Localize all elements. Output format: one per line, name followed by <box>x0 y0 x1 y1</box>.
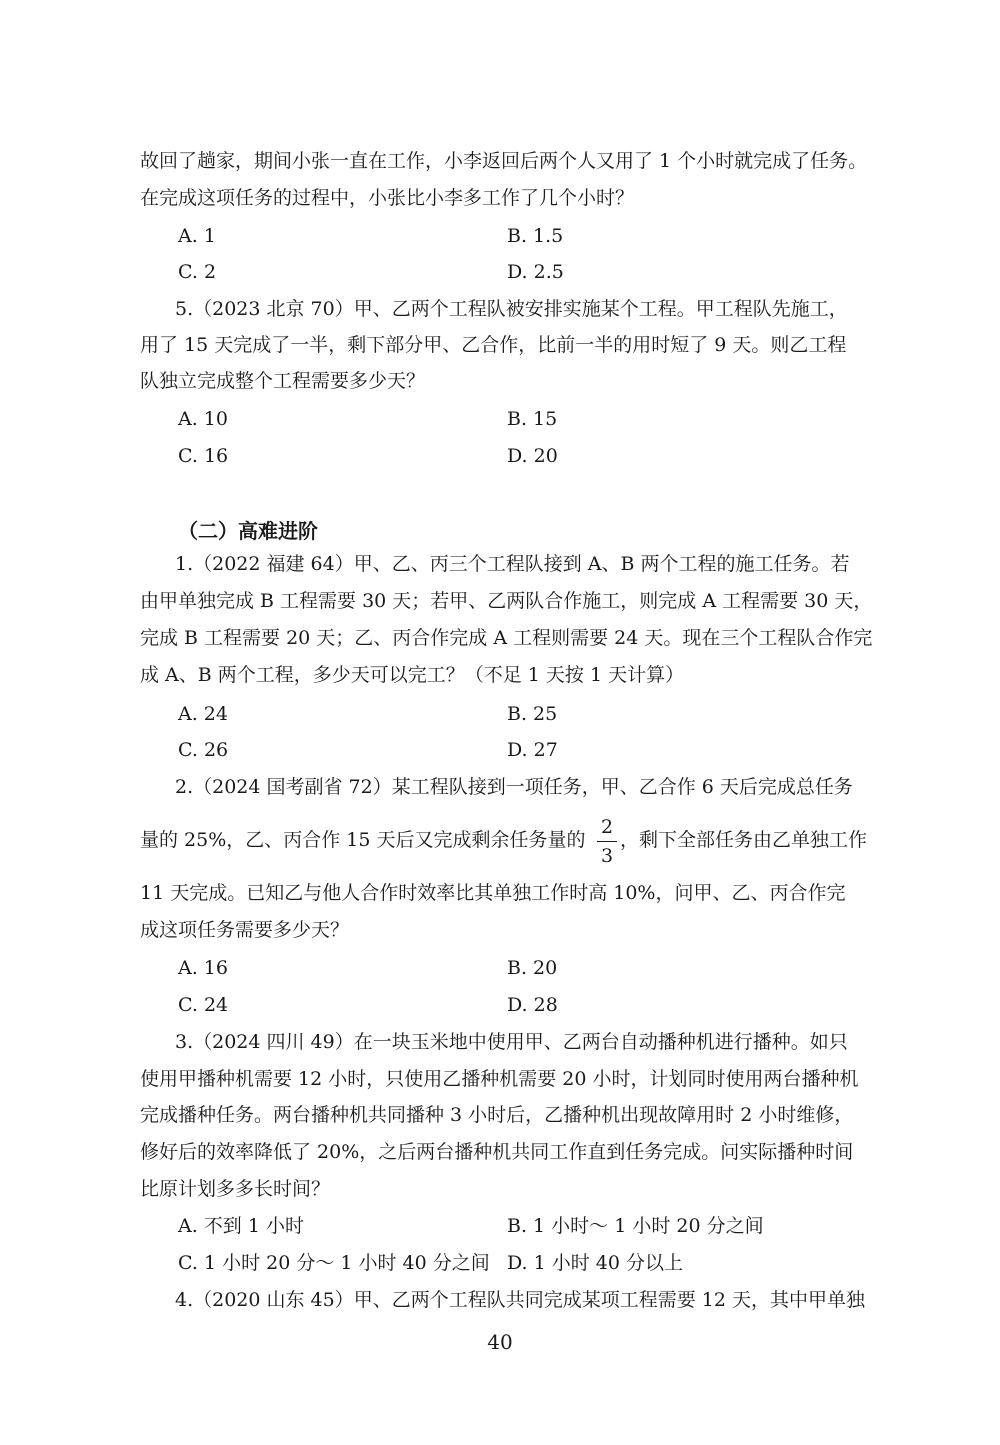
option-b: B. 1.5 <box>507 225 564 247</box>
question-text-line: 在完成这项任务的过程中，小张比小李多工作了几个小时？ <box>140 187 635 209</box>
fraction-bar <box>597 841 617 842</box>
fraction-numerator: 2 <box>600 816 614 838</box>
option-b: B. 1 小时～ 1 小时 20 分之间 <box>507 1215 764 1237</box>
option-d: D. 28 <box>507 994 558 1016</box>
section-heading: （二）高难进阶 <box>178 519 318 543</box>
question-text-line: 4.（2020 山东 45）甲、乙两个工程队共同完成某项工程需要 12 天，其中甲单独 <box>175 1289 865 1311</box>
fraction <box>597 818 617 866</box>
question-text-line: 成这项任务需要多少天？ <box>140 919 350 941</box>
option-a: A. 24 <box>178 703 228 725</box>
option-c: C. 24 <box>178 994 229 1016</box>
option-b: B. 25 <box>507 703 558 725</box>
question-text-line: 3.（2024 四川 49）在一块玉米地中使用甲、乙两台自动播种机进行播种。如只 <box>175 1031 848 1053</box>
question-text-line: ，剩下全部任务由乙单独工作 <box>620 829 868 851</box>
question-text-line: 5.（2023 北京 70）甲、乙两个工程队被安排实施某个工程。甲工程队先施工， <box>175 298 848 320</box>
option-c: C. 26 <box>178 739 229 761</box>
question-text-line: 修好后的效率降低了 20%，之后两台播种机共同工作直到任务完成。问实际播种时间 <box>140 1141 854 1163</box>
option-b: B. 20 <box>507 957 558 979</box>
option-d: D. 27 <box>507 739 558 761</box>
option-d: D. 1 小时 40 分以上 <box>507 1252 684 1274</box>
question-text-line: 用了 15 天完成了一半，剩下部分甲、乙合作，比前一半的用时短了 9 天。则乙工程 <box>140 334 847 356</box>
fraction-denominator: 3 <box>600 845 614 867</box>
option-c: C. 2 <box>178 261 217 283</box>
question-text-line: 故回了趟家，期间小张一直在工作，小李返回后两个人又用了 1 个小时就完成了任务。 <box>140 150 868 172</box>
question-text-line: 11 天完成。已知乙与他人合作时效率比其单独工作时高 10%，问甲、乙、丙合作完 <box>140 882 846 904</box>
question-text-line: 比原计划多多长时间？ <box>140 1178 331 1200</box>
question-text-line: 完成播种任务。两台播种机共同播种 3 小时后，乙播种机出现故障用时 2 小时维修， <box>140 1104 854 1126</box>
option-c: C. 1 小时 20 分～ 1 小时 40 分之间 <box>178 1252 490 1274</box>
question-text-line: 完成 B 工程需要 20 天；乙、丙合作完成 A 工程则需要 24 天。现在三个工程队合作完 <box>140 627 873 649</box>
option-a: A. 10 <box>178 408 228 430</box>
option-d: D. 20 <box>507 445 558 467</box>
page-number: 40 <box>487 1330 513 1354</box>
option-c: C. 16 <box>178 445 229 467</box>
option-a: A. 1 <box>178 225 216 247</box>
question-text-line: 由甲单独完成 B 工程需要 30 天；若甲、乙两队合作施工，则完成 A 工程需要 30 天， <box>140 590 873 612</box>
option-d: D. 2.5 <box>507 261 564 283</box>
question-text-line: 1.（2022 福建 64）甲、乙、丙三个工程队接到 A、B 两个工程的施工任务。若 <box>175 553 850 575</box>
question-text-line: 成 A、B 两个工程，多少天可以完工？（不足 1 天按 1 天计算） <box>140 664 685 686</box>
question-text-line: 量的 25%，乙、丙合作 15 天后又完成剩余任务量的 <box>140 829 586 851</box>
option-a: A. 不到 1 小时 <box>178 1215 304 1237</box>
option-a: A. 16 <box>178 957 228 979</box>
question-text-line: 使用甲播种机需要 12 小时，只使用乙播种机需要 20 小时，计划同时使用两台播种机 <box>140 1068 859 1090</box>
question-text-line: 队独立完成整个工程需要多少天？ <box>140 370 426 392</box>
option-b: B. 15 <box>507 408 558 430</box>
question-text-line: 2.（2024 国考副省 72）某工程队接到一项任务，甲、乙合作 6 天后完成总任务 <box>175 776 853 798</box>
